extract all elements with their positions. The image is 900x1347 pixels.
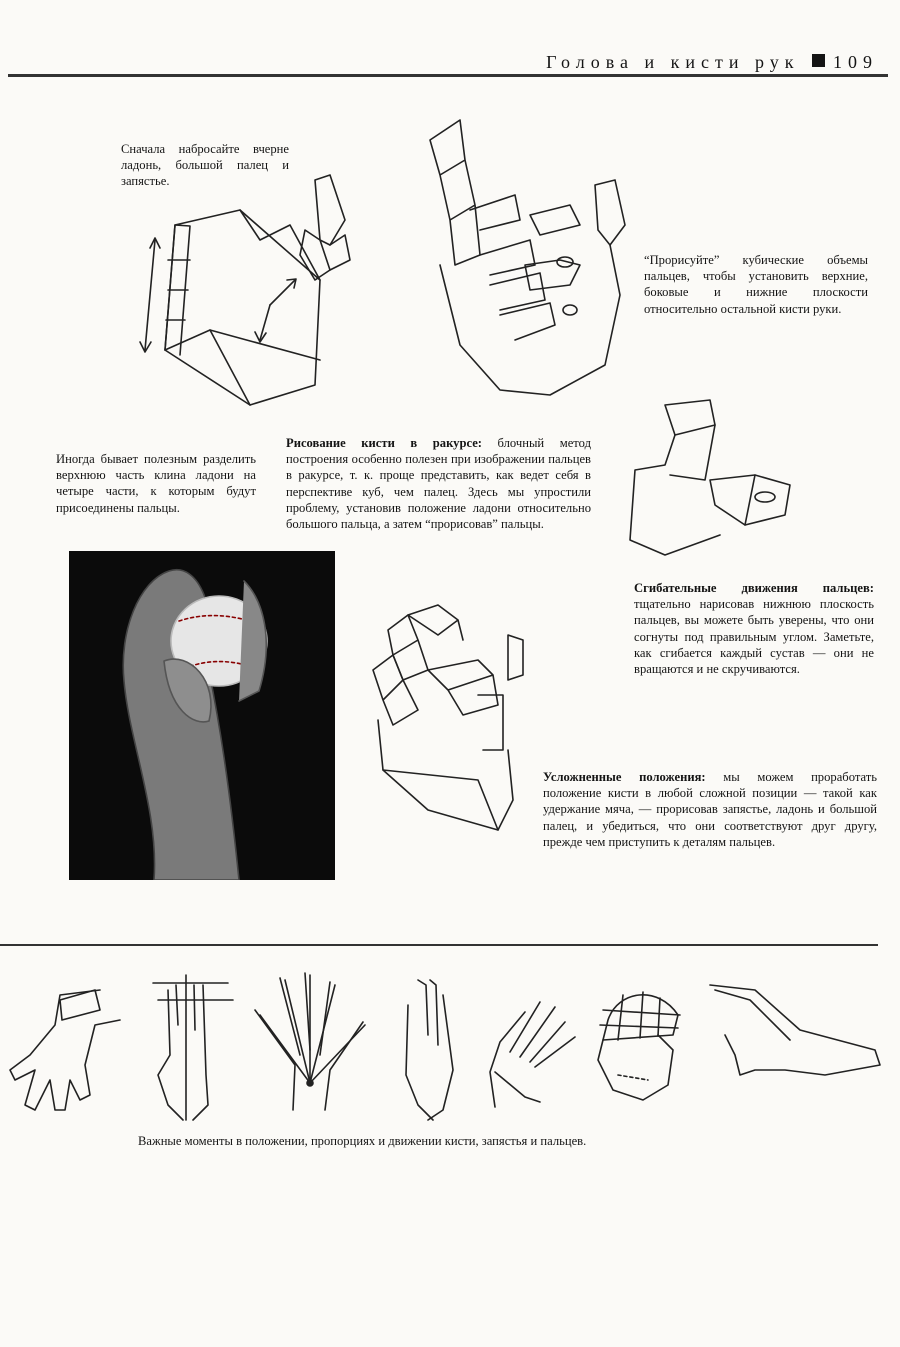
- caption-foreshortening: [286, 435, 591, 532]
- bent-fingers-sketch: [625, 395, 805, 565]
- foreshortening-body: блочный метод построения особенно полезен при изображении пальцев в ракурсе, т. к. проще представить, как ведет себя в перспективе куб, чем палец. Здесь мы упростили проблему, установив положение ладони относительно большого пальца, а затем “прорисовав” пальцы.: [286, 436, 591, 532]
- bending-title: Сгибательные движения пальцев:: [634, 581, 874, 595]
- section-rule: [0, 944, 878, 946]
- photo-hand-holding-ball: [69, 551, 335, 880]
- caption-bending: [634, 580, 874, 677]
- running-header: [546, 52, 878, 73]
- palm-block-sketch: [130, 170, 370, 430]
- hand-study-6-grid: [588, 990, 688, 1110]
- caption-divide-wedge: Иногда бывает полезным разделить верхнюю часть клина ладони на четыре части, к которым будут присоединены пальцы.: [56, 452, 256, 515]
- cube-fingers-sketch: [420, 115, 645, 415]
- hand-study-5: [480, 982, 580, 1112]
- caption-complex: [543, 769, 877, 850]
- header-rule: [8, 74, 888, 77]
- hand-study-3-radiating-fingers: [245, 970, 380, 1120]
- caption-draw-cubes: “Прорисуйте” кубические объемы пальцев, чтобы установить верхние, боковые и нижние плоскости относительно остальной кисти руки.: [644, 253, 868, 316]
- bending-body: тщательно нарисовав нижнюю плоскость пальцев, вы можете быть уверены, что они согнуты под правильным углом. Заметьте, как сгибается каждый сустав — они не вращаются и не скручиваются.: [634, 597, 874, 677]
- header-title: Голова и кисти рук: [546, 52, 800, 72]
- hand-photo-illustration: [69, 551, 335, 880]
- complex-body: мы можем проработать положение кисти в любой сложной позиции — такой как удержание мяча, — прорисовав запястье, ладонь и большой палец, и убедиться, что они соответствуют друг другу, прежде чем приступить к деталям пальцев.: [543, 770, 877, 849]
- square-bullet-icon: [812, 54, 825, 67]
- hand-study-4: [398, 975, 468, 1125]
- page-number: 109: [833, 52, 878, 72]
- complex-title: Усложненные положения:: [543, 770, 706, 784]
- caption-bottom: Важные моменты в положении, пропорциях и движении кисти, запястья и пальцев.: [138, 1134, 587, 1148]
- hand-study-2: [148, 975, 238, 1125]
- hand-study-1: [0, 985, 130, 1130]
- caption-sketch-first: Сначала набросайте вчерне ладонь, большой палец и запястье.: [121, 142, 289, 189]
- hand-study-7: [705, 975, 885, 1090]
- ball-grip-sketch: [368, 600, 533, 840]
- foreshortening-title: Рисование кисти в ракурсе:: [286, 436, 482, 450]
